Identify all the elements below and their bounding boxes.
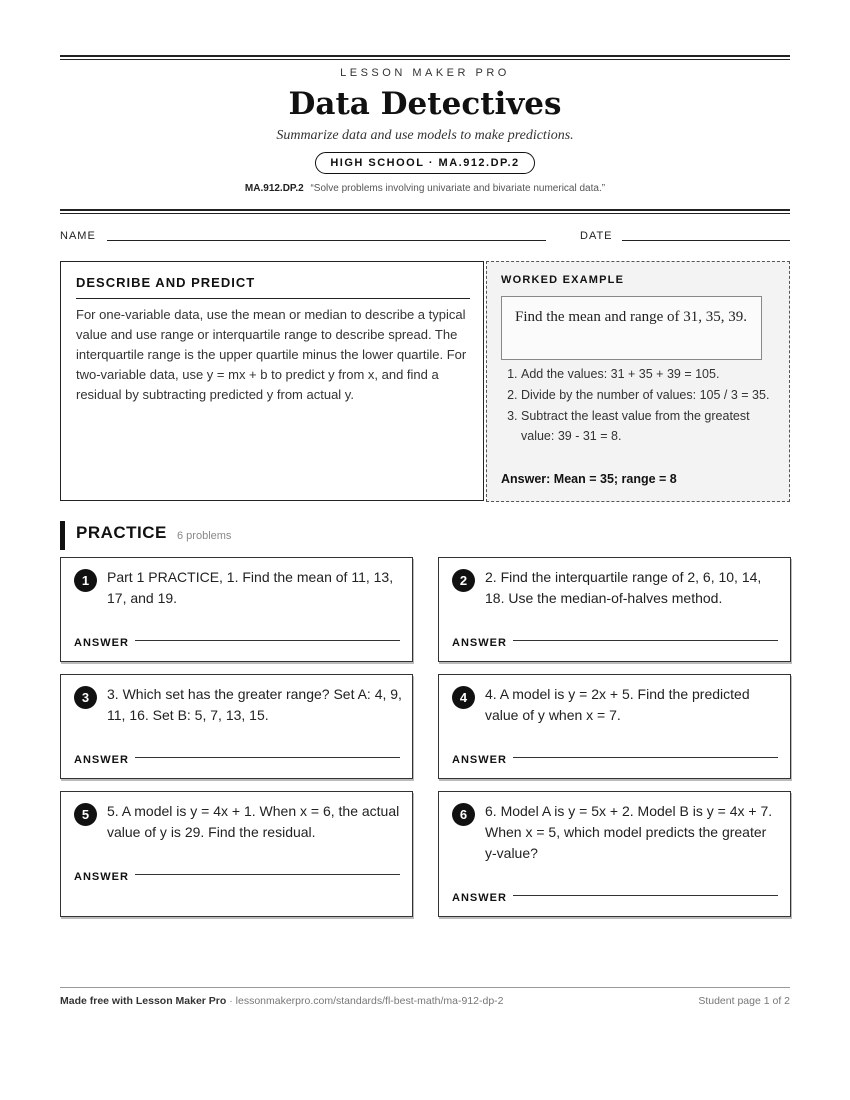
answer-label: ANSWER bbox=[452, 754, 507, 766]
header-bottom-rule bbox=[60, 209, 790, 211]
answer-label: ANSWER bbox=[74, 637, 129, 649]
problem-number-badge: 6 bbox=[452, 803, 475, 826]
worked-step: 2. Divide by the number of values: 105 / 3 = 35. bbox=[521, 385, 783, 405]
worked-example-heading: WORKED EXAMPLE bbox=[501, 274, 625, 286]
practice-count: 6 problems bbox=[177, 530, 232, 542]
standard-code: MA.912.DP.2 bbox=[244, 183, 304, 194]
describe-heading: DESCRIBE AND PREDICT bbox=[76, 275, 256, 290]
footer-credit bbox=[60, 995, 504, 1007]
problem-card-1 bbox=[60, 557, 413, 662]
problem-card-3 bbox=[60, 674, 413, 779]
answer-field[interactable] bbox=[135, 640, 400, 641]
answer-field[interactable] bbox=[135, 874, 400, 875]
answer-label: ANSWER bbox=[452, 637, 507, 649]
describe-heading-rule bbox=[76, 298, 470, 299]
footer-url: · lessonmakerpro.com/standards/fl-best-math/ma-912-dp-2 bbox=[226, 995, 504, 1007]
problem-text: 2. Find the interquartile range of 2, 6, 10, 14, 18. Use the median-of-halves method. bbox=[485, 569, 762, 606]
header-top-rule bbox=[60, 55, 790, 57]
answer-label: ANSWER bbox=[74, 871, 129, 883]
problem-text: 6. Model A is y = 5x + 2. Model B is y = 4x + 7. When x = 5, which model predicts the greater y-value? bbox=[485, 803, 773, 861]
problem-text: 3. Which set has the greater range? Set A: 4, 9, 11, 16. Set B: 5, 7, 13, 15. bbox=[107, 686, 402, 723]
date-label: DATE bbox=[580, 230, 613, 242]
name-label: NAME bbox=[60, 230, 96, 242]
date-field[interactable] bbox=[622, 240, 790, 241]
describe-predict-box bbox=[60, 261, 484, 501]
problem-card-4 bbox=[438, 674, 791, 779]
brand-label: LESSON MAKER PRO bbox=[340, 67, 510, 79]
name-field[interactable] bbox=[107, 240, 546, 241]
problem-number-badge: 2 bbox=[452, 569, 475, 592]
page-subtitle: Summarize data and use models to make predictions. bbox=[276, 128, 574, 143]
footer-rule bbox=[60, 987, 790, 988]
footer-page-number: Student page 1 of 2 bbox=[698, 995, 790, 1007]
problem-number-badge: 3 bbox=[74, 686, 97, 709]
answer-field[interactable] bbox=[513, 757, 778, 758]
name-date-row bbox=[60, 230, 790, 246]
answer-field[interactable] bbox=[513, 640, 778, 641]
standard-line bbox=[60, 183, 790, 194]
problem-card-5 bbox=[60, 791, 413, 917]
problem-text: Part 1 PRACTICE, 1. Find the mean of 11, 13, 17, and 19. bbox=[107, 569, 394, 606]
describe-body: For one-variable data, use the mean or median to describe a typical value and use range or interquartile range to describe spread. The interquartile range is the upper quartile minus the lower quartile. For two-variable data, use y = mx + b to predict y from x, and find a residual by subtracting predicted y from actual y. bbox=[76, 307, 467, 402]
worked-example-question: Find the mean and range of 31, 35, 39. bbox=[501, 296, 762, 360]
worked-example-answer: Answer: Mean = 35; range = 8 bbox=[501, 472, 677, 486]
problem-text: 5. A model is y = 4x + 1. When x = 6, the actual value of y is 29. Find the residual. bbox=[107, 803, 400, 840]
answer-label: ANSWER bbox=[452, 892, 507, 904]
problem-number-badge: 5 bbox=[74, 803, 97, 826]
problem-card-6 bbox=[438, 791, 791, 917]
worked-step: 3. Subtract the least value from the greatest value: 39 - 31 = 8. bbox=[521, 406, 783, 446]
answer-field[interactable] bbox=[135, 757, 400, 758]
problem-card-2 bbox=[438, 557, 791, 662]
practice-title: PRACTICE bbox=[76, 523, 167, 542]
worked-step: 1. Add the values: 31 + 35 + 39 = 105. bbox=[521, 364, 783, 384]
problem-number-badge: 4 bbox=[452, 686, 475, 709]
standard-description: “Solve problems involving univariate and bivariate numerical data.” bbox=[310, 183, 606, 194]
problem-text: 4. A model is y = 2x + 5. Find the predicted value of y when x = 7. bbox=[485, 686, 750, 723]
grade-badge-wrap bbox=[60, 152, 790, 174]
grade-standard-badge: HIGH SCHOOL · MA.912.DP.2 bbox=[315, 152, 534, 174]
footer-brand: Made free with Lesson Maker Pro bbox=[60, 995, 227, 1007]
answer-field[interactable] bbox=[513, 895, 778, 896]
worked-example-steps bbox=[501, 364, 783, 447]
answer-label: ANSWER bbox=[74, 754, 129, 766]
worked-example-box bbox=[486, 261, 790, 502]
practice-accent-bar bbox=[60, 521, 65, 550]
page-title: Data Detectives bbox=[288, 86, 562, 122]
problem-number-badge: 1 bbox=[74, 569, 97, 592]
